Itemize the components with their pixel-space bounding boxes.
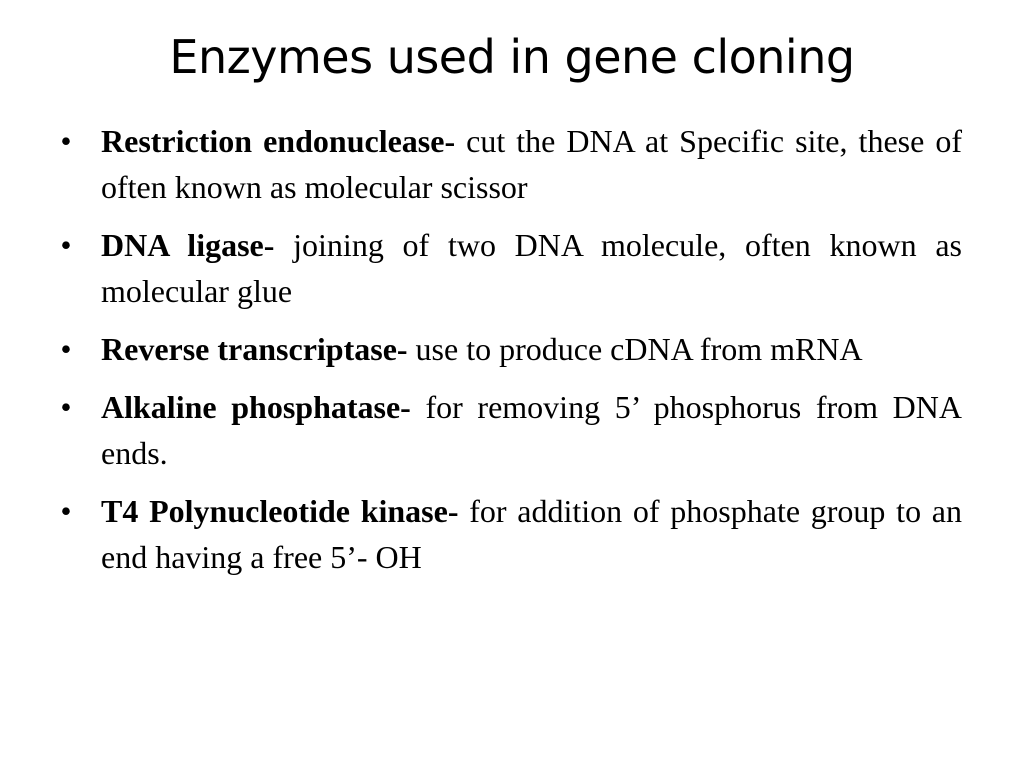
term-description: for addition of phosphate group to an end having a free 5’- OH: [101, 493, 963, 575]
bullet-icon: •: [60, 123, 72, 159]
term-label: Restriction endonuclease-: [101, 123, 467, 159]
term-description: use to produce cDNA from mRNA: [415, 331, 863, 367]
term-description: cut the DNA at Specific site, these of often known as molecular scissor: [101, 123, 963, 205]
enzyme-list: [56, 118, 962, 592]
list-item-t4-polynucleotide-kinase: [56, 488, 962, 580]
term-label: DNA ligase-: [101, 227, 294, 263]
bullet-icon: •: [60, 227, 72, 263]
list-item-alkaline-phosphatase: [56, 384, 962, 476]
slide-title: Enzymes used in gene cloning: [169, 30, 855, 84]
bullet-icon: •: [60, 331, 72, 367]
term-label: Reverse transcriptase-: [101, 331, 416, 367]
bullet-icon: •: [60, 389, 72, 425]
term-description: joining of two DNA molecule, often known as molecular glue: [101, 227, 963, 309]
list-item-restriction-endonuclease: [56, 118, 962, 210]
term-label: T4 Polynucleotide kinase-: [101, 493, 470, 529]
list-item-dna-ligase: [56, 222, 962, 314]
list-item-reverse-transcriptase: [56, 326, 962, 372]
bullet-icon: •: [60, 493, 72, 529]
term-label: Alkaline phosphatase-: [101, 389, 426, 425]
term-description: for removing 5’ phosphorus from DNA ends.: [101, 389, 962, 471]
